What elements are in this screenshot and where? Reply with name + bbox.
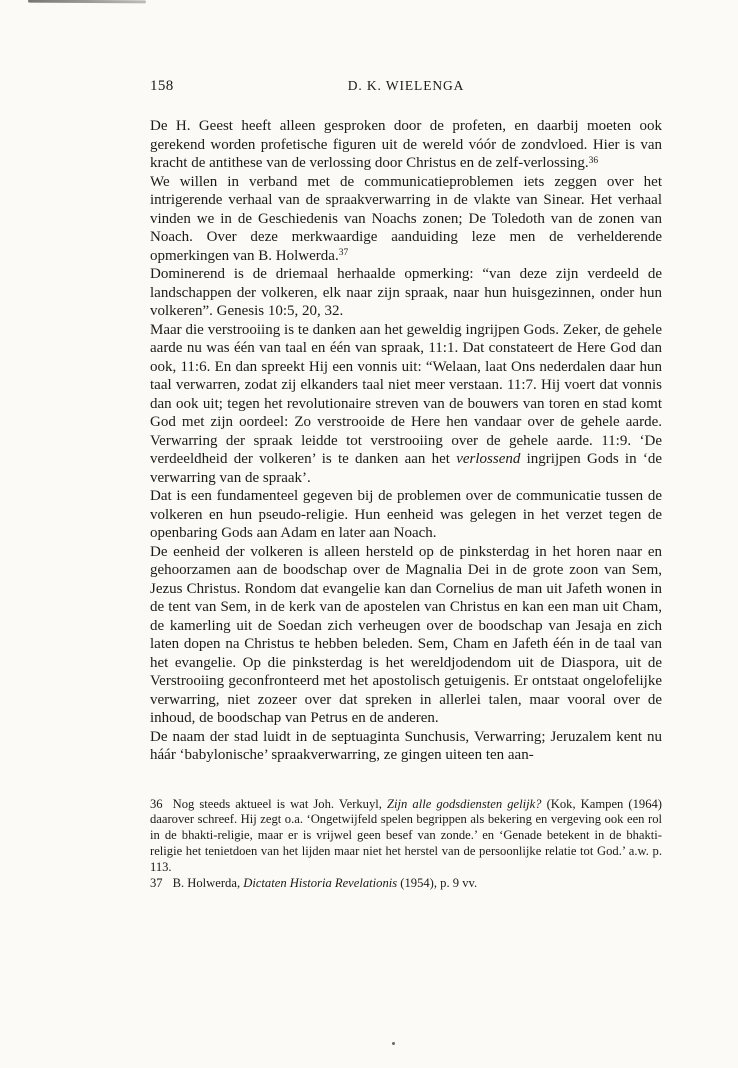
footnote-number: 37 [150, 876, 163, 891]
paragraph: De naam der stad luidt in de septuaginta Sunchusis, Verwarring; Jeruzalem kent nu háár ‘babylonische’ spraakverwarring, ze gingen uiteen ten aan- [150, 728, 662, 763]
paragraph: Dominerend is de driemaal herhaalde opmerking: “van deze zijn verdeeld de landschappen der volkeren, elk naar zijn spraak, naar hun huisgezinnen, onder hun volkeren”. Genesis 10:5, 20, 32. [150, 266, 662, 319]
text-column [150, 78, 662, 892]
paragraph: Dat is een fundamenteel gegeven bij de problemen over de communicatie tussen de volkeren en hun pseudo-religie. Hun eenheid was gelegen in het verzet tegen de openbaring Gods aan Adam en later aan Noach. [150, 488, 662, 541]
footnotes-section [150, 797, 662, 892]
running-head: D. K. WIELENGA [347, 78, 465, 93]
footnote [150, 797, 662, 877]
footnote-text: B. Holwerda, Dictaten Historia Revelationis (1954), p. 9 vv. [172, 876, 478, 891]
scan-artifact-top-edge [28, 0, 146, 3]
page-header [150, 78, 662, 95]
body-text [150, 117, 662, 765]
paragraph: De eenheid der volkeren is alleen hersteld op de pinksterdag in het horen naar en gehoorzamen aan de boodschap over de Magnalia Dei in de grote zoon van Sem, Jezus Christus. Rondom dat evangelie kan dan Cornelius de man uit Jafeth wonen in de tent van Sem, in de kerk van de apostelen van Christus en kan een man uit Cham, de kamerling uit de Soedan zich verheugen over de boodschap van Jesaja en zich laten dopen na Christus te hebben beleden. Sem, Cham en Jafeth één in de taal van het evangelie. Op die pinksterdag is het wereldjodendom uit de Diaspora, uit de Verstrooiing geconfronteerd met het apostolisch getuigenis. Er ontstaat ongelofelijke verwarring, niet zozeer over dat spreken in allerlei talen, maar vooral over de inhoud, de boodschap van Petrus en de anderen. [150, 543, 662, 726]
paragraph: Maar die verstrooiing is te danken aan het geweldig ingrijpen Gods. Zeker, de gehele aarde nu was één van taal en één van spraak, 11:1. Dat constateert de Here God dan ook, 11:6. En dan spreekt Hij een vonnis uit: “Welaan, laat Ons nederdalen daar hun taal verwarren, zodat zij elkanders taal niet meer verstaan. 11:7. Hij voert dat vonnis dan ook uit; tegen het revolutionaire streven van de bouwers van toren en stad komt God met zijn oordeel: Zo verstrooide de Here hen vandaar over de gehele aarde. Verwarring der spraak leidde tot verstrooiing over de gehele aarde. 11:9. ‘De verdeeldheid der volkeren’ is te danken aan het verlossend ingrijpen Gods in ‘de verwarring van de spraak’. [150, 321, 662, 486]
paragraph: We willen in verband met de communicatieproblemen iets zeggen over het intrigerende verhaal van de spraakverwarring in de vlakte van Sinear. Het verhaal vinden we in de Geschiedenis van Noachs zonen; De Toledoth van de zonen van Noach. Over deze merkwaardige aanduiding leze men de verhelderende opmerkingen van B. Holwerda.$^{37}$ [150, 173, 662, 264]
footnote-number: 36 [150, 796, 163, 811]
scan-artifact-dot [392, 1042, 395, 1045]
footnote-text: Nog steeds aktueel is wat Joh. Verkuyl, Zijn alle godsdiensten gelijk? (Kok, Kampen (1964) daarover schreef. Hij zegt o.a. ‘Ongetwijfeld spelen begrippen als bekering en vergeving ook een rol in de bhakti-religie, maar er is vrijwel geen besef van zonde.’ en ‘Genade betekent in de bhakti-religie het tenietdoen van het lijden maar niet het herstel van de persoonlijke relatie tot God.’ a.w. p. 113. [150, 796, 662, 875]
paragraph: De H. Geest heeft alleen gesproken door de profeten, en daarbij moeten ook gerekend worden profetische figuren uit de wereld vóór de zondvloed. Hier is van kracht de antithese van de verlossing door Christus en de zelf-verlossing.$^{36}$ [150, 118, 662, 171]
footnote [150, 876, 662, 892]
page-number: 158 [150, 78, 174, 94]
